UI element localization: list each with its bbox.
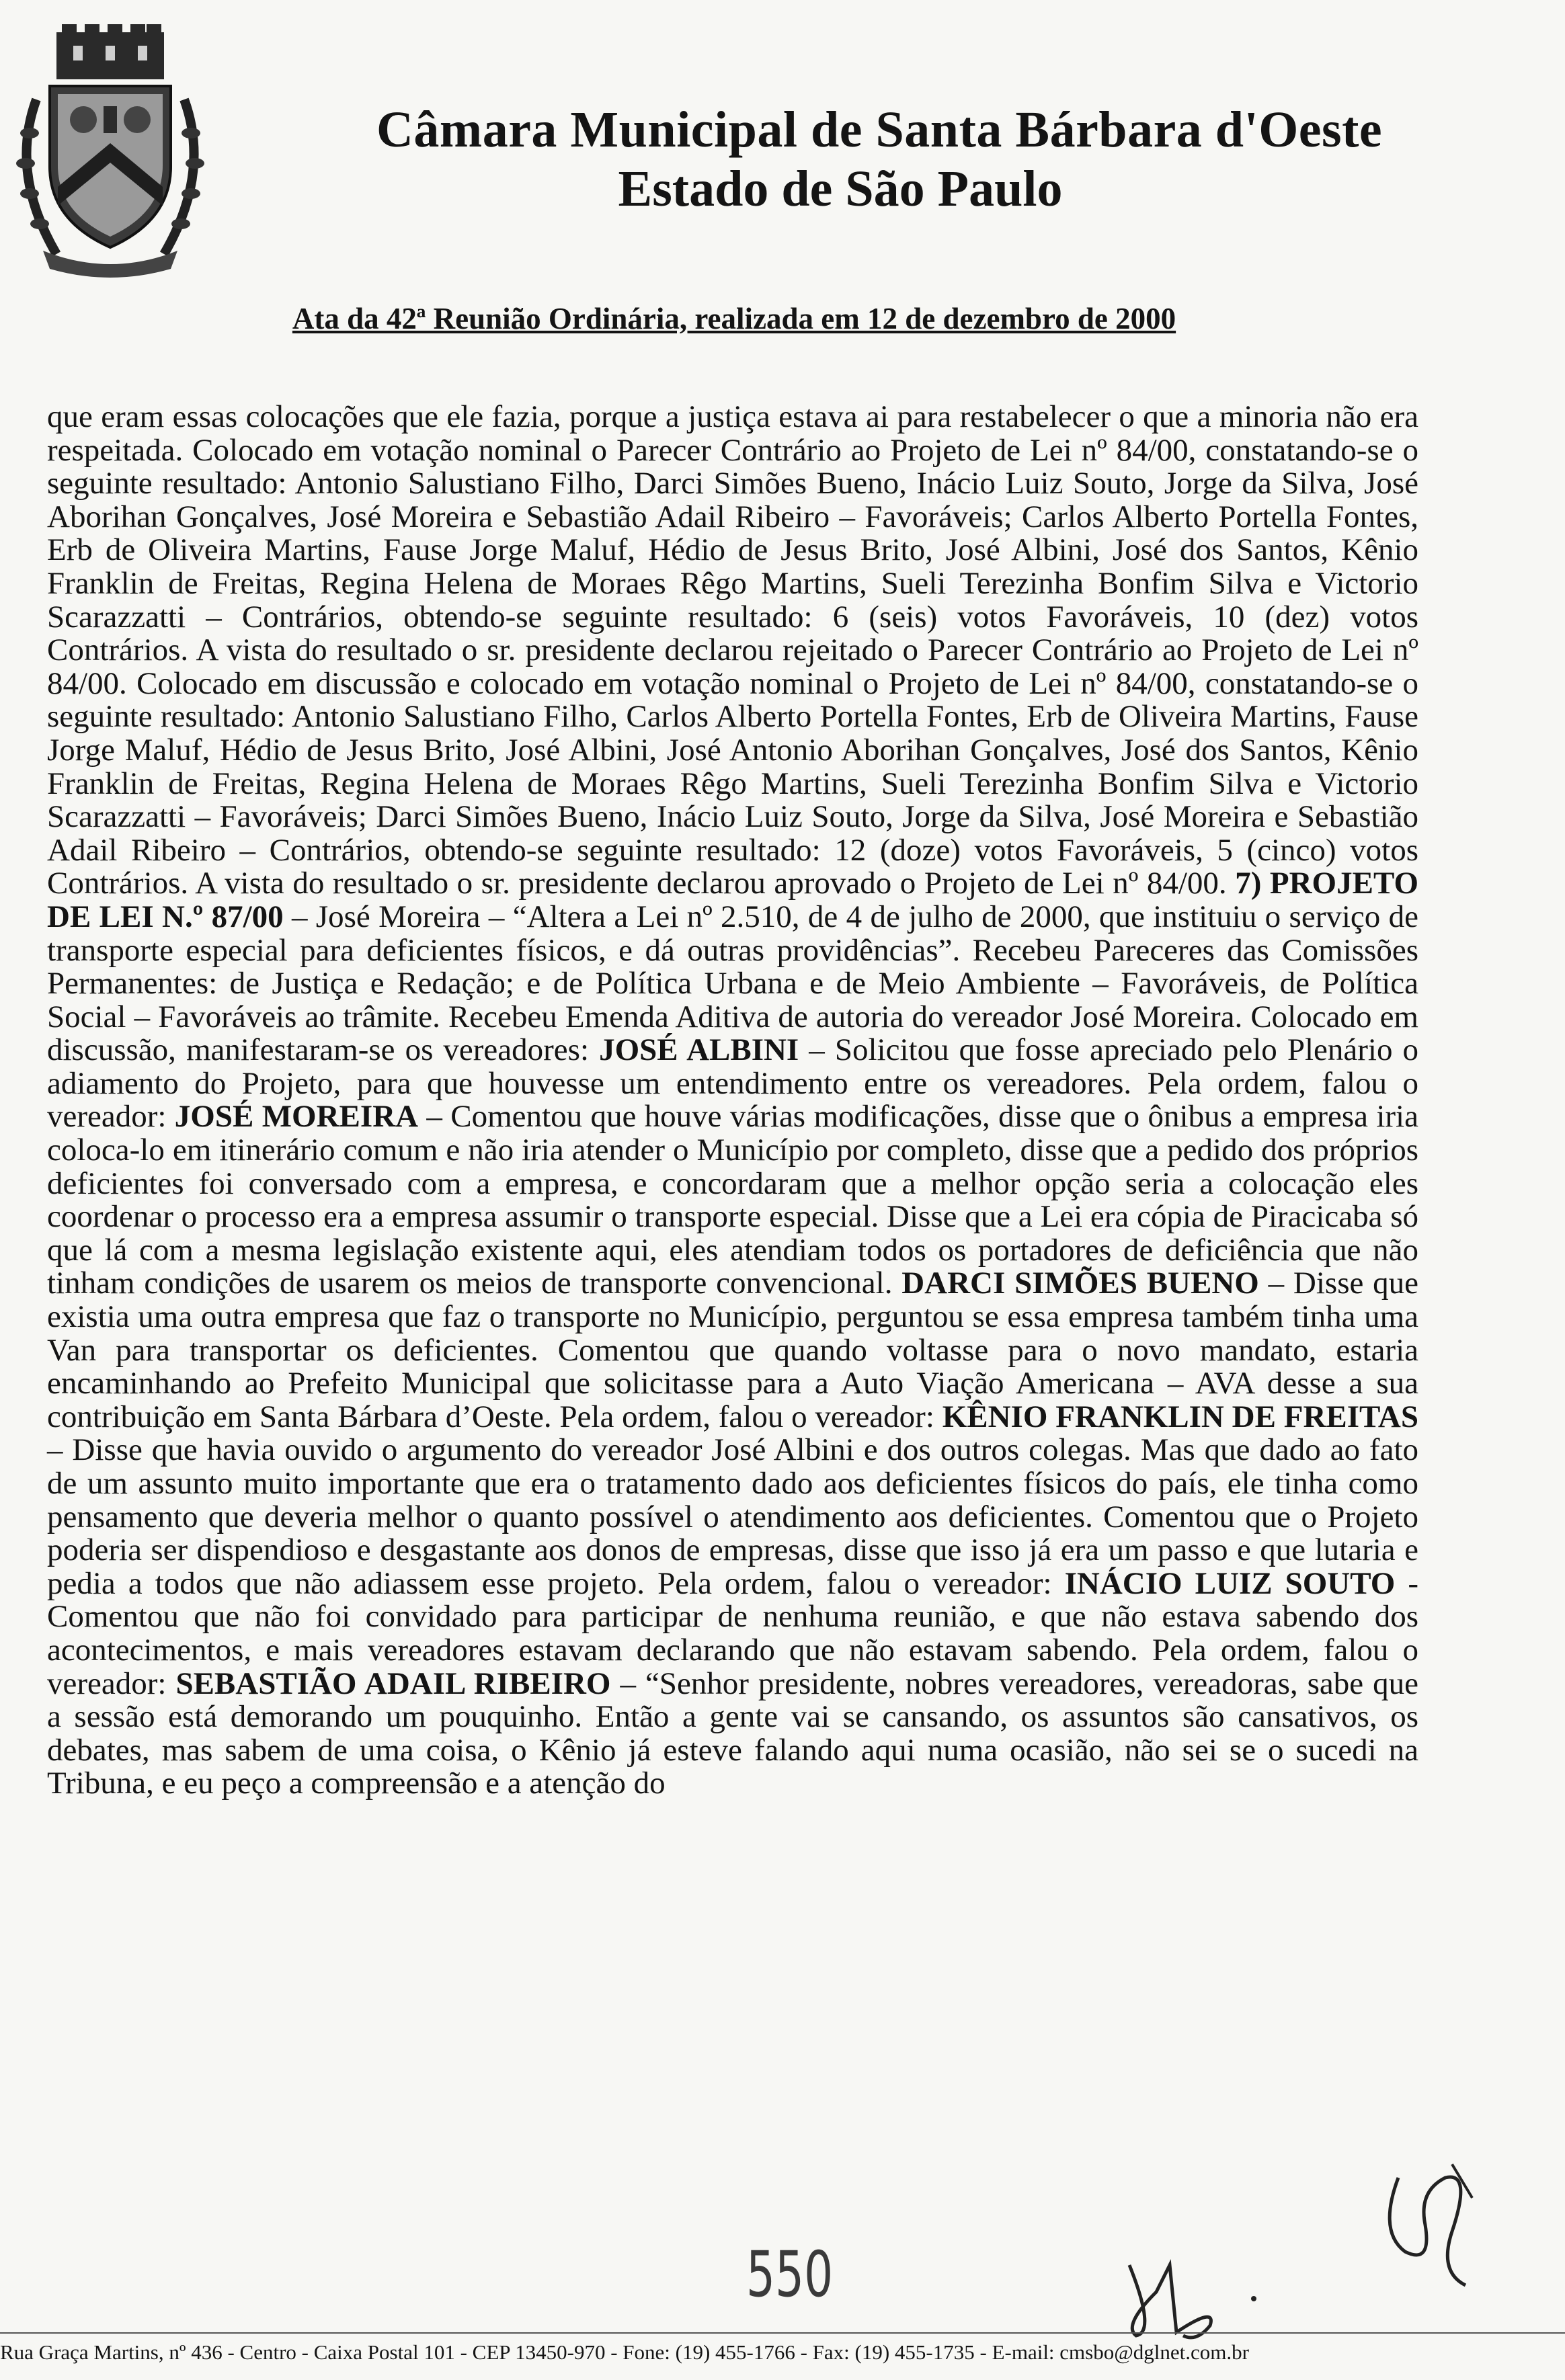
body-text-segment: – Disse que existia uma outra empresa que faz o transporte no Município, perguntou se essa empresa também tinha uma Van para transportar os deficientes. Comentou que quando voltasse para o novo mandato, estaria encaminhando ao Prefeito Municipal que solicitasse para a Auto Viação Americana – AVA desse a sua contribuição em Santa Bárbara d’Oeste. Pela ordem, falou o vereador: <box>47 1266 1418 1434</box>
signature-icon <box>1371 2151 1492 2299</box>
footer-address: Rua Graça Martins, nº 436 - Centro - Caixa Postal 101 - CEP 13450-970 - Fone: (19) 455-1766 - Fax: (19) 455-1735 - E-mail: cmsbo@dglnet.com.br <box>0 2340 1249 2364</box>
speaker-name: JOSÉ ALBINI <box>599 1032 799 1068</box>
institution-name: Câmara Municipal de Santa Bárbara d'Oeste <box>376 101 1383 158</box>
institution-state: Estado de São Paulo <box>618 161 1063 217</box>
minutes-title: Ata da 42ª Reunião Ordinária, realizada em 12 de dezembro de 2000 <box>292 302 1176 335</box>
coat-of-arms-icon <box>9 19 211 281</box>
speaker-name: INÁCIO LUIZ SOUTO <box>1064 1565 1396 1601</box>
footer-divider <box>0 2332 1565 2334</box>
body-text-segment: – Disse que havia ouvido o argumento do vereador José Albini e dos outros colegas. Mas que dado ao fato de um assunto muito importante que era o tratamento dado aos deficientes físicos do país, ele tinha como pensamento que deveria melhor o quanto possível o atendimento aos deficientes. Comentou que o Projeto poderia ser dispendioso e desgastante aos donos de empresas, disse que isso já era um passo e que lutaria e pedia a todos que não adiassem esse projeto. Pela ordem, falou o vereador: <box>47 1432 1418 1601</box>
body-text-segment: – Comentou que houve várias modificações, disse que o ônibus a empresa iria coloca-lo em itinerário comum e não iria atender o Município por completo, disse que a pedido dos próprios deficientes foi conversado com a empresa, e concordaram que a melhor opção seria a colocação eles coordenar o processo era a empresa assumir o transporte especial. Disse que a Lei era cópia de Piracicaba só que lá com a mesma legislação existente aqui, eles atendiam todos os portadores de deficiência que não tinham condições de usarem os meios de transporte convencional. <box>47 1099 1418 1301</box>
minutes-body <box>47 401 1418 1801</box>
body-text-segment: - Comentou que não foi convidado para participar de nenhuma reunião, e que não estava sabendo dos acontecimentos, e mais vereadores estavam declarando que não estavam sabendo. Pela ordem, falou o vereador: <box>47 1565 1418 1701</box>
minutes-paragraph <box>47 401 1418 1801</box>
speaker-name: SEBASTIÃO ADAIL RIBEIRO <box>175 1666 611 1701</box>
body-text-segment: – Solicitou que fosse apreciado pelo Plenário o adiamento do Projeto, para que houvesse um entendimento entre os vereadores. Pela ordem, falou o vereador: <box>47 1032 1419 1135</box>
page-number: 550 <box>746 2238 834 2311</box>
initials-signature-icon <box>1116 2252 1264 2346</box>
body-text-segment: – José Moreira – “Altera a Lei nº 2.510, de 4 de julho de 2000, que instituiu o serviço de transporte especial para deficientes físicos, e dá outras providências”. Recebeu Pareceres das Comissões Permanentes: de Justiça e Redação; e de Política Urbana e de Meio Ambiente – Favoráveis, de Política Social – Favoráveis ao trâmite. Recebeu Emenda Aditiva de autoria do vereador José Moreira. Colocado em discussão, manifestaram-se os vereadores: <box>47 899 1418 1068</box>
speaker-name: DARCI SIMÕES BUENO <box>901 1266 1259 1301</box>
speaker-name: KÊNIO FRANKLIN DE FREITAS <box>942 1399 1418 1434</box>
speaker-name: JOSÉ MOREIRA <box>174 1099 419 1135</box>
bill-heading: 7) PROJETO DE LEI N.º 87/00 <box>47 866 1418 934</box>
body-text-segment: – “Senhor presidente, nobres vereadores, vereadoras, sabe que a sessão está demorando um pouquinho. Então a gente vai se cansando, os assuntos são cansativos, os debates, mas sabem de uma coisa, o Kênio já esteve falando aqui numa ocasião, não sei se o sucedi na Tribuna, e eu peço a compreensão e a atenção do <box>47 1666 1418 1801</box>
body-text-segment: que eram essas colocações que ele fazia, porque a justiça estava ai para restabelecer o que a minoria não era respeitada. Colocado em votação nominal o Parecer Contrário ao Projeto de Lei nº 84/00, constatando-se o seguinte resultado: Antonio Salustiano Filho, Darci Simões Bueno, Inácio Luiz Souto, Jorge da Silva, José Aborihan Gonçalves, José Moreira e Sebastião Adail Ribeiro – Favoráveis; Carlos Alberto Portella Fontes, Erb de Oliveira Martins, Fause Jorge Maluf, Hédio de Jesus Brito, José Albini, José dos Santos, Kênio Franklin de Freitas, Regina Helena de Moraes Rêgo Martins, Sueli Terezinha Bonfim Silva e Victorio Scarazzatti – Contrários, obtendo-se seguinte resultado: 6 (seis) votos Favoráveis, 10 (dez) votos Contrários. A vista do resultado o sr. presidente declarou rejeitado o Parecer Contrário ao Projeto de Lei nº 84/00. Colocado em discussão e colocado em votação nominal o Projeto de Lei nº 84/00, constatando-se o seguinte resultado: Antonio Salustiano Filho, Carlos Alberto Portella Fontes, Erb de Oliveira Martins, Fause Jorge Maluf, Hédio de Jesus Brito, José Albini, José Antonio Aborihan Gonçalves, José dos Santos, Kênio Franklin de Freitas, Regina Helena de Moraes Rêgo Martins, Sueli Terezinha Bonfim Silva e Victorio Scarazzatti – Favoráveis; Darci Simões Bueno, Inácio Luiz Souto, Jorge da Silva, José Moreira e Sebastião Adail Ribeiro – Contrários, obtendo-se seguinte resultado: 12 (doze) votos Favoráveis, 5 (cinco) votos Contrários. A vista do resultado o sr. presidente declarou aprovado o Projeto de Lei nº 84/00. <box>47 399 1418 901</box>
